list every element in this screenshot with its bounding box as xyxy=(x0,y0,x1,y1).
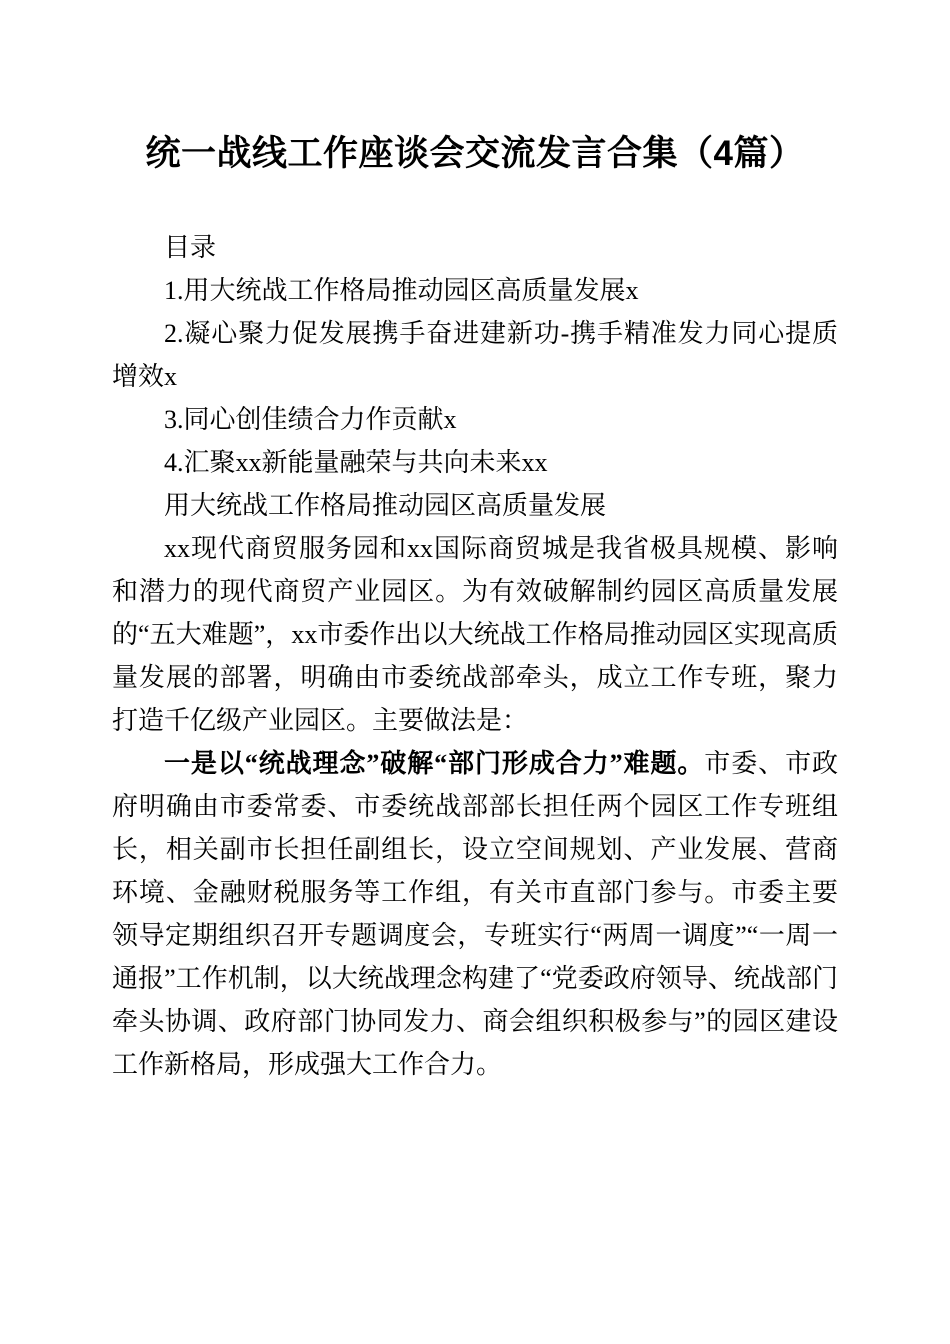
toc-item-2: 2.凝心聚力促发展携手奋进建新功-携手精准发力同心提质增效x xyxy=(112,318,838,391)
toc-item-3: 3.同心创佳绩合力作贡献x xyxy=(164,404,457,434)
toc-item-1: 1.用大统战工作格局推动园区高质量发展x xyxy=(164,275,639,305)
paragraph-point-one-text: 市委、市政府明确由市委常委、市委统战部部长担任两个园区工作专班组长，相关副市长担任副组长，设立空间规划、产业发展、营商环境、金融财税服务等工作组，有关市直部门参与。市委主要领导定期组织召开专题调度会，专班实行“两周一调度”“一周一通报”工作机制，以大统战理念构建了“党委政府领导、统战部门牵头协调、政府部门协同发力、商会组织积极参与”的园区建设工作新格局，形成强大工作合力。 xyxy=(112,748,838,1079)
paragraph-point-one xyxy=(112,742,838,1086)
paragraph-intro: xx现代商贸服务园和xx国际商贸城是我省极具规模、影响和潜力的现代商贸产业园区。为有效破解制约园区高质量发展的“五大难题”，xx市委作出以大统战工作格局推动园区实现高质量发展的部署，明确由市委统战部牵头，成立工作专班，聚力打造千亿级产业园区。主要做法是： xyxy=(112,533,838,735)
toc-heading: 目录 xyxy=(164,232,217,262)
paragraph-lead-bold: 一是以“统战理念”破解“部门形成合力”难题。 xyxy=(164,748,705,778)
toc-item-4: 4.汇聚xx新能量融荣与共向未来xx xyxy=(164,447,548,477)
section-heading: 用大统战工作格局推动园区高质量发展 xyxy=(164,490,607,520)
document-title: 统一战线工作座谈会交流发言合集（4篇） xyxy=(145,134,805,173)
document-body xyxy=(112,226,838,1086)
